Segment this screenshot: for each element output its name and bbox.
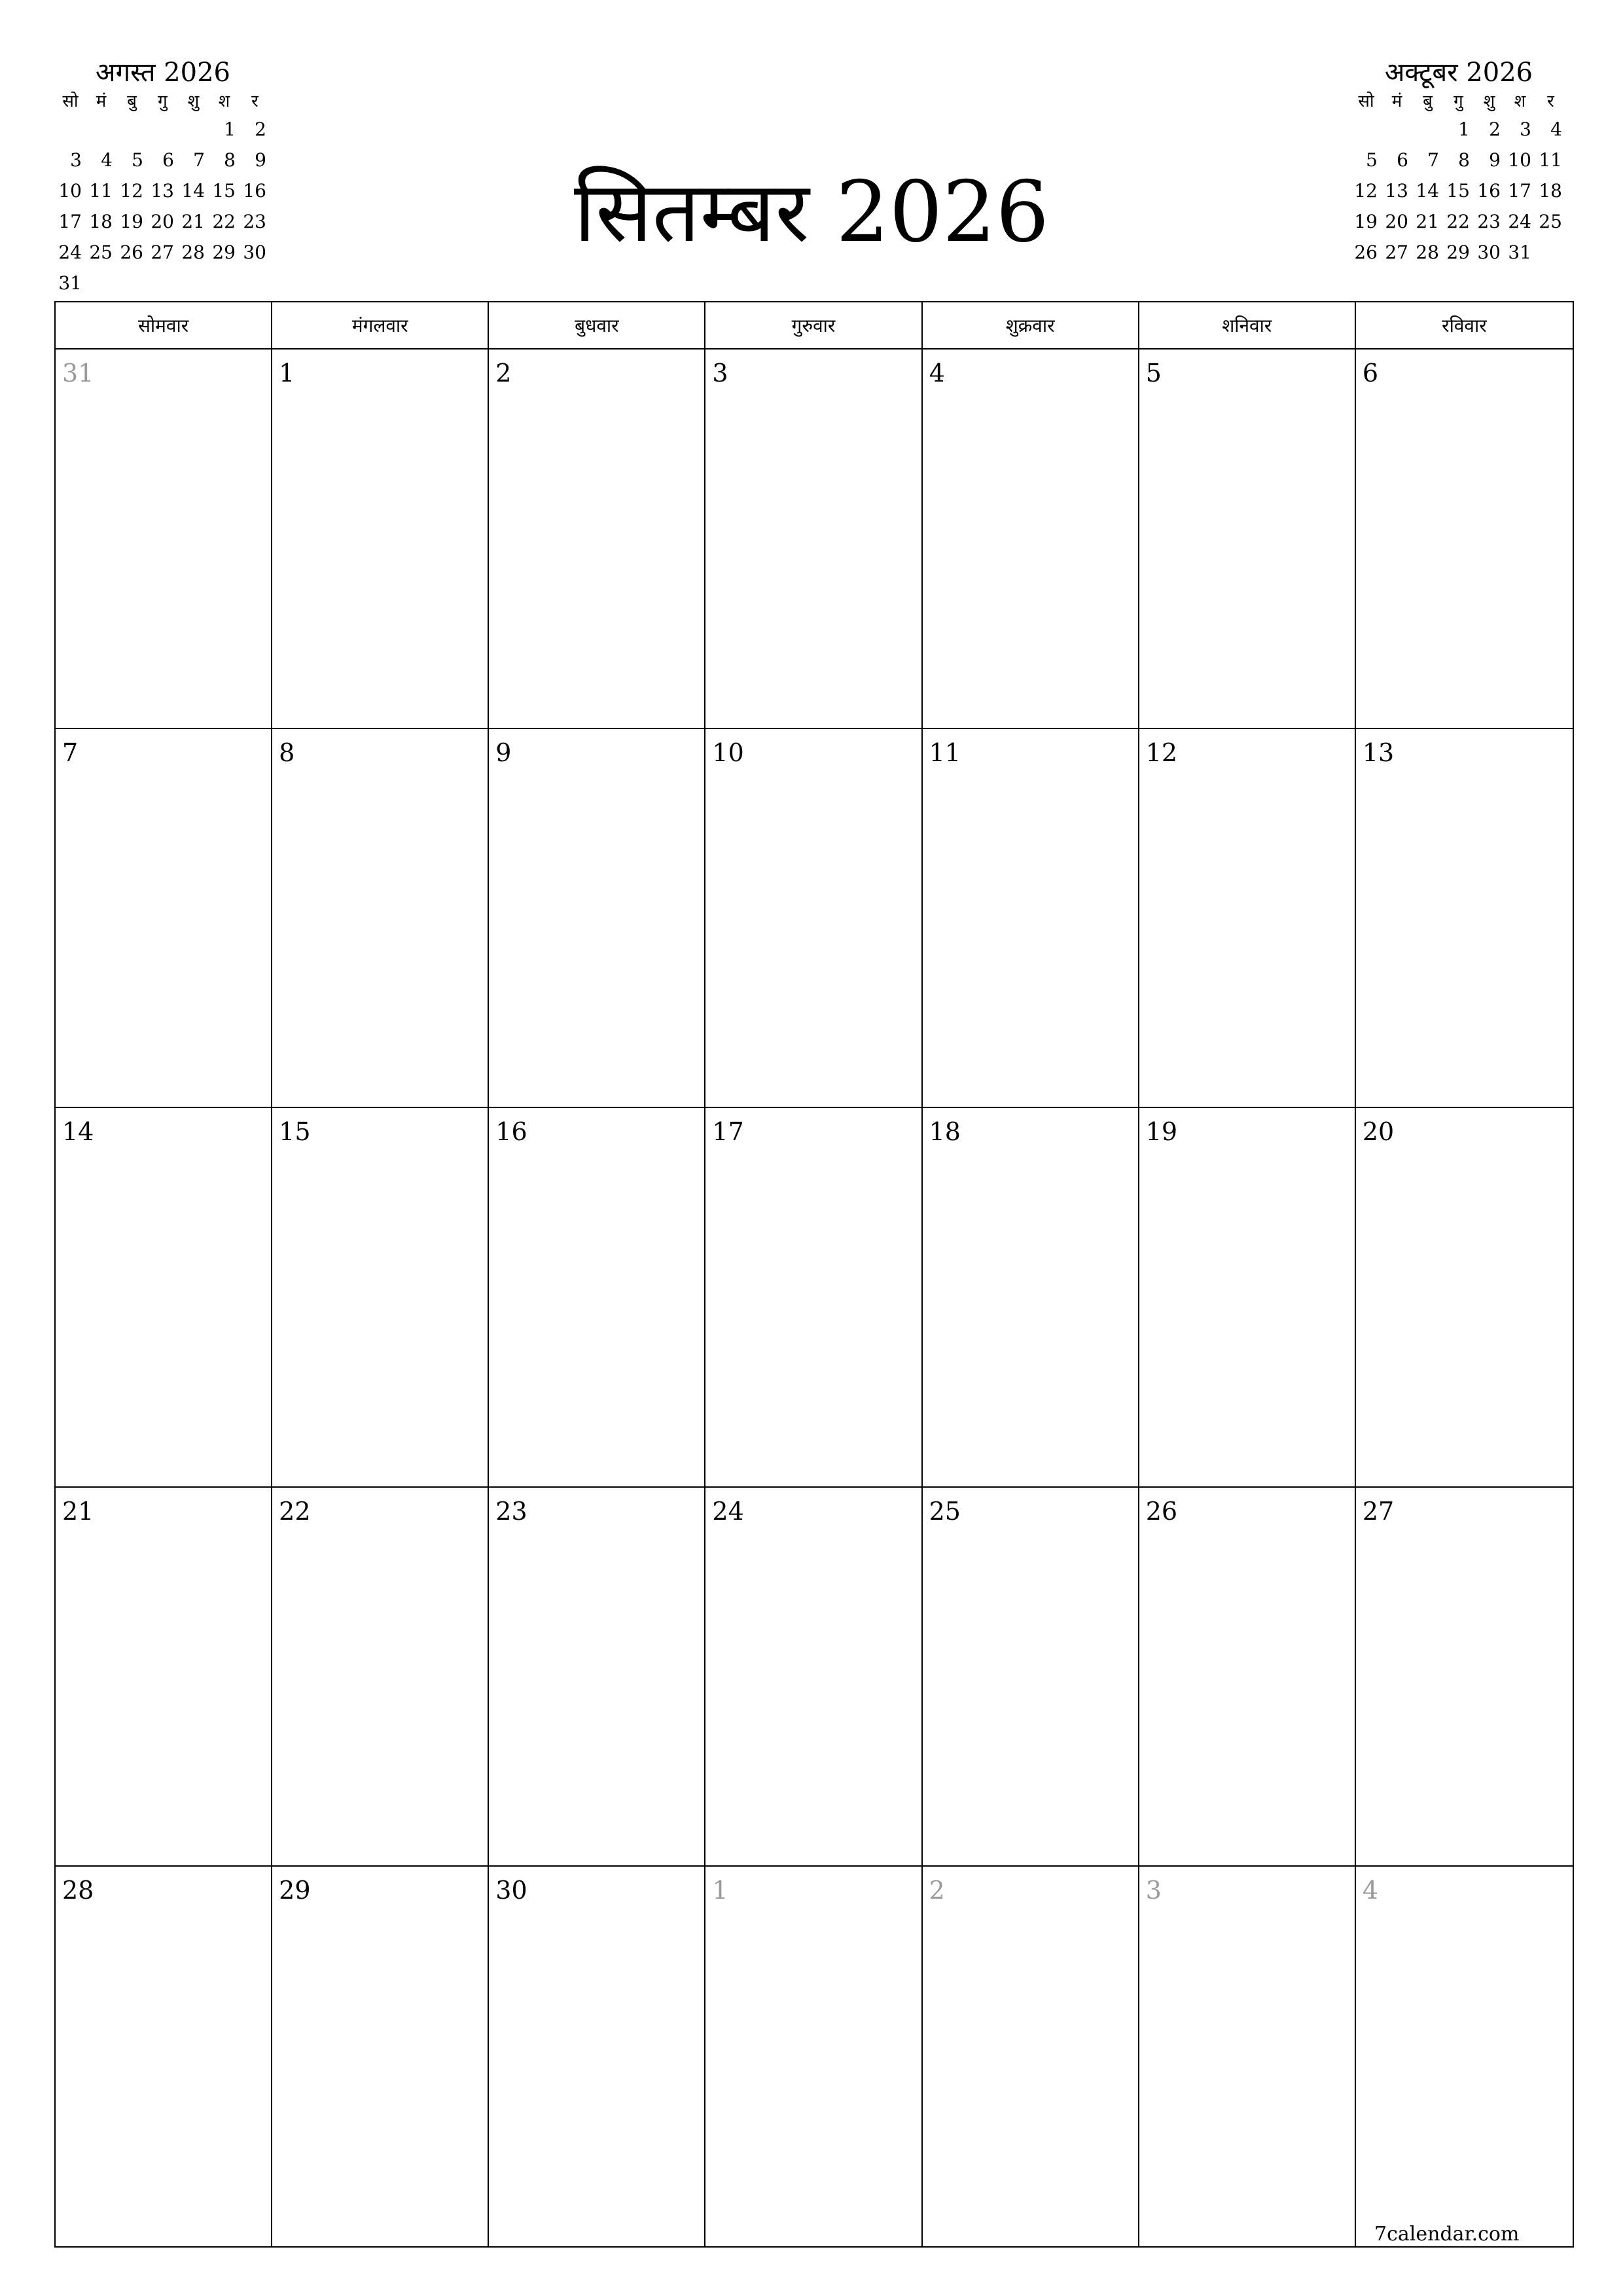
mini-day <box>1535 237 1566 268</box>
mini-day: 13 <box>151 180 174 202</box>
mini-weekday: शु <box>187 92 200 111</box>
mini-day: 15 <box>1446 180 1470 202</box>
mini-day: 25 <box>1539 211 1562 232</box>
day-cell[interactable] <box>1356 729 1573 1109</box>
day-cell[interactable] <box>923 1867 1139 2246</box>
weekday-header: सोमवार <box>56 302 272 348</box>
mini-day: 27 <box>151 242 174 263</box>
weekday-header: गुरुवार <box>705 302 922 348</box>
day-cell[interactable] <box>923 350 1139 729</box>
mini-day: 16 <box>243 180 266 202</box>
mini-week-row <box>55 114 271 145</box>
day-number: 4 <box>929 359 945 387</box>
day-number: 9 <box>495 738 512 767</box>
day-number: 3 <box>1145 1876 1162 1905</box>
mini-day <box>1351 114 1382 145</box>
mini-day: 29 <box>212 242 236 263</box>
mini-day: 3 <box>1520 118 1531 140</box>
mini-weekday: श <box>1514 92 1526 111</box>
mini-day: 14 <box>1416 180 1439 202</box>
mini-day: 29 <box>1446 242 1470 263</box>
day-number: 20 <box>1362 1117 1395 1147</box>
mini-day: 30 <box>243 242 266 263</box>
weekday-header: मंगलवार <box>272 302 489 348</box>
mini-day: 4 <box>101 149 113 171</box>
month-calendar <box>54 301 1574 2248</box>
mini-day: 24 <box>1508 211 1531 232</box>
mini-day: 31 <box>58 272 82 294</box>
mini-week-row <box>1351 114 1567 145</box>
mini-day <box>178 114 209 145</box>
mini-day: 22 <box>212 211 236 232</box>
day-cell[interactable] <box>56 1867 272 2246</box>
mini-day: 1 <box>1458 118 1470 140</box>
mini-day: 24 <box>58 242 82 263</box>
day-cell[interactable] <box>705 1108 922 1488</box>
day-cell[interactable] <box>1139 1108 1356 1488</box>
mini-day: 5 <box>1366 149 1378 171</box>
mini-week-row <box>1351 237 1567 268</box>
day-cell[interactable] <box>272 1867 489 2246</box>
day-number: 12 <box>1145 738 1178 767</box>
mini-day: 11 <box>1539 149 1562 171</box>
day-number: 4 <box>1362 1876 1379 1905</box>
mini-day: 2 <box>255 118 266 140</box>
day-number: 19 <box>1145 1117 1178 1147</box>
day-number: 5 <box>1145 359 1162 387</box>
day-cell[interactable] <box>489 1108 705 1488</box>
mini-day: 19 <box>1354 211 1378 232</box>
mini-weekday: मं <box>1391 92 1402 111</box>
mini-calendar-next-title: अक्टूबर 2026 <box>1384 58 1533 88</box>
mini-day: 21 <box>181 211 205 232</box>
mini-day <box>209 268 240 298</box>
mini-day: 30 <box>1477 242 1501 263</box>
mini-week-row <box>1351 175 1567 206</box>
day-number: 16 <box>495 1117 527 1147</box>
day-cell[interactable] <box>272 350 489 729</box>
mini-day <box>55 114 86 145</box>
footer-brand: 7calendar.com <box>1374 2223 1520 2246</box>
day-number: 1 <box>279 359 295 387</box>
mini-day: 26 <box>120 242 143 263</box>
day-cell[interactable] <box>56 1488 272 1867</box>
mini-weekday: सो <box>62 92 79 111</box>
day-cell[interactable] <box>1356 1108 1573 1488</box>
day-number: 22 <box>279 1496 311 1526</box>
mini-calendar-next-weekdays <box>1351 89 1567 114</box>
mini-week-row <box>55 268 271 298</box>
day-number: 2 <box>929 1876 945 1905</box>
day-cell[interactable] <box>923 1488 1139 1867</box>
mini-day: 14 <box>181 180 205 202</box>
mini-day: 18 <box>1539 180 1562 202</box>
day-number: 27 <box>1362 1496 1395 1526</box>
mini-day: 7 <box>193 149 205 171</box>
weekday-header-row <box>56 302 1573 350</box>
mini-day: 6 <box>1397 149 1408 171</box>
day-cell[interactable] <box>489 1488 705 1867</box>
day-cell[interactable] <box>705 729 922 1109</box>
weekday-header: शनिवार <box>1139 302 1356 348</box>
mini-day: 12 <box>120 180 143 202</box>
mini-day <box>147 114 178 145</box>
mini-weekday: र <box>251 92 259 111</box>
day-cell[interactable] <box>272 729 489 1109</box>
day-number: 21 <box>62 1496 94 1526</box>
mini-day: 8 <box>224 149 236 171</box>
mini-weekday: सो <box>1358 92 1374 111</box>
day-number: 10 <box>712 738 744 767</box>
day-number: 23 <box>495 1496 527 1526</box>
mini-day: 1 <box>224 118 236 140</box>
day-cell[interactable] <box>705 1488 922 1867</box>
mini-day: 10 <box>58 180 82 202</box>
mini-weekday: शु <box>1483 92 1495 111</box>
day-number: 7 <box>62 738 79 767</box>
mini-day <box>116 268 147 298</box>
mini-day: 22 <box>1446 211 1470 232</box>
mini-day <box>1382 114 1412 145</box>
mini-week-row <box>1351 145 1567 175</box>
day-cell[interactable] <box>1356 350 1573 729</box>
mini-weekday: गु <box>1454 92 1463 111</box>
mini-day: 17 <box>58 211 82 232</box>
day-number: 31 <box>62 359 94 387</box>
day-cell[interactable] <box>705 1867 922 2246</box>
day-cell[interactable] <box>1139 1867 1356 2246</box>
mini-day <box>147 268 178 298</box>
mini-day: 8 <box>1458 149 1470 171</box>
mini-day <box>116 114 147 145</box>
mini-day: 9 <box>1489 149 1501 171</box>
mini-day: 19 <box>120 211 143 232</box>
weekday-header: बुधवार <box>489 302 705 348</box>
mini-weekday: श <box>218 92 230 111</box>
day-number: 29 <box>279 1876 311 1905</box>
day-cell[interactable] <box>923 1108 1139 1488</box>
day-number: 18 <box>929 1117 961 1147</box>
mini-calendar-next-days <box>1351 114 1567 268</box>
mini-day: 21 <box>1416 211 1439 232</box>
mini-weekday: बु <box>127 92 137 111</box>
mini-day <box>86 114 116 145</box>
weekday-header: रविवार <box>1442 315 1487 336</box>
day-number: 11 <box>929 738 961 767</box>
mini-day: 23 <box>1477 211 1501 232</box>
mini-day: 23 <box>243 211 266 232</box>
day-number: 1 <box>712 1876 728 1905</box>
day-number: 6 <box>1362 359 1379 387</box>
day-cell[interactable] <box>489 1867 705 2246</box>
mini-weekday: गु <box>158 92 168 111</box>
day-cell[interactable] <box>1139 729 1356 1109</box>
mini-day: 7 <box>1427 149 1439 171</box>
mini-day: 16 <box>1477 180 1501 202</box>
mini-day <box>240 268 270 298</box>
page-title: सितम्बर 2026 <box>573 164 1050 261</box>
day-cell[interactable] <box>56 729 272 1109</box>
mini-day: 3 <box>70 149 82 171</box>
mini-week-row <box>1351 206 1567 237</box>
mini-day: 28 <box>181 242 205 263</box>
day-number: 2 <box>495 359 512 387</box>
mini-calendar-next <box>1351 56 1567 268</box>
day-cell[interactable] <box>1139 1488 1356 1867</box>
day-cell[interactable] <box>705 350 922 729</box>
mini-weekday: र <box>1547 92 1554 111</box>
day-number: 8 <box>279 738 295 767</box>
day-cell[interactable] <box>272 1488 489 1867</box>
day-number: 25 <box>929 1496 961 1526</box>
day-number: 26 <box>1145 1496 1178 1526</box>
mini-calendar-prev-title: अगस्त 2026 <box>96 58 230 88</box>
mini-day <box>178 268 209 298</box>
mini-day: 4 <box>1550 118 1562 140</box>
mini-day: 13 <box>1385 180 1408 202</box>
day-number: 3 <box>712 359 728 387</box>
mini-day: 27 <box>1385 242 1408 263</box>
mini-day: 15 <box>212 180 236 202</box>
mini-weekday: मं <box>96 92 107 111</box>
mini-day: 11 <box>89 180 113 202</box>
weekday-header: शुक्रवार <box>923 302 1139 348</box>
day-cell[interactable] <box>56 350 272 729</box>
mini-day: 20 <box>151 211 174 232</box>
mini-calendar-prev-weekdays <box>55 89 271 114</box>
day-number: 24 <box>712 1496 744 1526</box>
day-cell[interactable] <box>489 729 705 1109</box>
mini-day: 10 <box>1508 149 1531 171</box>
mini-day: 18 <box>89 211 113 232</box>
mini-day: 26 <box>1354 242 1378 263</box>
day-cell[interactable] <box>1356 1488 1573 1867</box>
mini-day: 9 <box>255 149 266 171</box>
mini-weekday: बु <box>1423 92 1433 111</box>
day-number: 30 <box>495 1876 527 1905</box>
mini-day <box>86 268 116 298</box>
mini-day: 31 <box>1508 242 1531 263</box>
day-number: 15 <box>279 1117 311 1147</box>
mini-day <box>1412 114 1443 145</box>
mini-day: 2 <box>1489 118 1501 140</box>
mini-day: 5 <box>132 149 143 171</box>
day-grid <box>56 350 1573 2246</box>
day-number: 17 <box>712 1117 744 1147</box>
day-cell[interactable] <box>489 350 705 729</box>
mini-day: 17 <box>1508 180 1531 202</box>
day-cell[interactable] <box>1139 350 1356 729</box>
mini-day: 12 <box>1354 180 1378 202</box>
mini-day: 28 <box>1416 242 1439 263</box>
mini-day: 6 <box>162 149 174 171</box>
day-cell[interactable] <box>272 1108 489 1488</box>
day-cell[interactable] <box>923 729 1139 1109</box>
day-number: 14 <box>62 1117 94 1147</box>
day-number: 28 <box>62 1876 94 1905</box>
day-number: 13 <box>1362 738 1395 767</box>
day-cell[interactable] <box>1356 1867 1573 2246</box>
mini-day: 25 <box>89 242 113 263</box>
mini-day: 20 <box>1385 211 1408 232</box>
day-cell[interactable] <box>56 1108 272 1488</box>
